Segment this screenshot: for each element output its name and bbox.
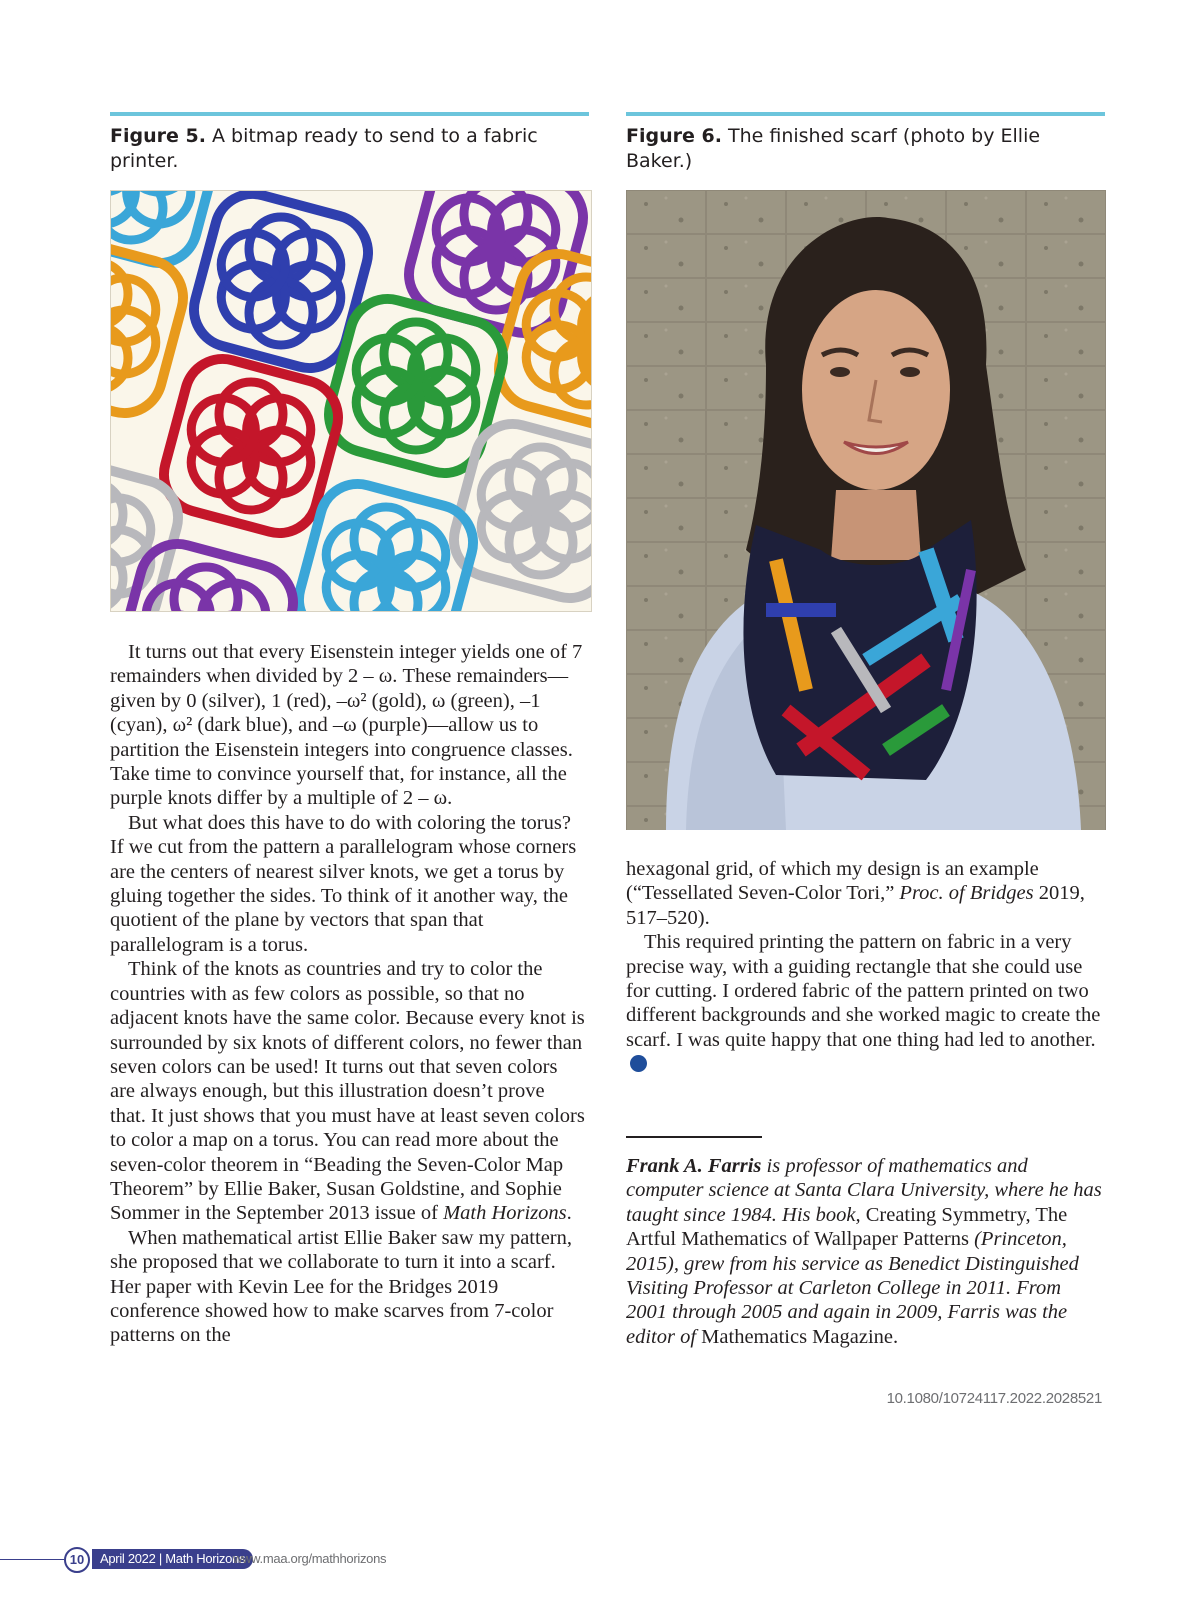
figure5-knot-pattern: [110, 190, 592, 612]
left-column-text: [110, 640, 585, 1348]
paragraph-hexagonal-grid-text: hexagonal grid, of which my design is an example (“Tessellated Seven-Color Tori,”: [626, 858, 1039, 905]
bio-book-title: Creating Symmetry, The Artful Mathematics of Wallpaper Patterns: [626, 1203, 1068, 1251]
end-of-article-mark: [630, 1055, 647, 1072]
figure6-caption-text: The finished scarf (photo by Ellie Baker.): [626, 125, 1041, 172]
issue-label: April 2022 | Math Horizons: [92, 1549, 253, 1569]
website-link[interactable]: www.maa.org/mathhorizons: [233, 1551, 387, 1566]
journal-proc-bridges: Proc. of Bridges: [899, 882, 1034, 905]
figure5-top-rule: [110, 112, 589, 116]
bio-magazine-title: Mathematics Magazine: [701, 1325, 893, 1348]
knot-purple: [400, 191, 591, 342]
footer-line: [0, 1559, 64, 1560]
knot-pattern-svg: [111, 191, 591, 611]
knot-gold-right: [490, 245, 591, 436]
author-bio: [626, 1154, 1102, 1349]
paragraph-seven-colors-text: Think of the knots as countries and try to color the countries with as few colors as possible, so that no adjacent knots have the same color. Because every knot is surrounded by six knots of different colors, no fewer than seven colors can be used! It turns out that seven colors are always enough, but this illustration doesn’t prove that. It just shows that you must have at least seven colors to color a map on a torus. You can read more about the seven-color theorem in “Beading the Seven-Color Map Theorem” by Ellie Baker, Susan Goldstine, and Sophie Sommer in the September 2013 issue of: [110, 958, 585, 1225]
figure5-caption: [110, 124, 580, 174]
bio-text-2: (Princeton, 2015), grew from his service as Benedict Distinguished Visiting Professor at Carleton College in 2011. From 2001 through 2005 and again in 2009, Farris was the editor of: [626, 1228, 1079, 1348]
figure5-label: Figure 5.: [110, 125, 206, 147]
paragraph-hexagonal-grid-end: 2019, 517–520).: [626, 882, 1085, 929]
figure6-scarf-photo: [626, 190, 1106, 830]
figure6-label: Figure 6.: [626, 125, 722, 147]
page-number: 10: [64, 1547, 90, 1573]
page-footer: [0, 1546, 420, 1574]
paragraph-seven-colors-end: .: [566, 1202, 572, 1225]
paragraph-hexagonal-grid: [626, 857, 1102, 930]
journal-math-horizons: Math Horizons: [443, 1202, 567, 1225]
doi: 10.1080/10724117.2022.2028521: [886, 1390, 1102, 1407]
knot-green: [320, 290, 511, 481]
bio-text-1: is professor of mathematics and computer science at Santa Clara University, where he has taught since 1984. His book,: [626, 1155, 1102, 1226]
figure6-top-rule: [626, 112, 1105, 116]
figure5-caption-text: A bitmap ready to send to a fabric printer.: [110, 125, 538, 172]
knot-purple-bottom: [111, 535, 302, 611]
paragraph-printing: [626, 930, 1102, 1076]
paragraph-ellie-baker: When mathematical artist Ellie Baker saw my pattern, she proposed that we collaborate to turn it into a scarf. Her paper with Kevin Lee for the Bridges 2019 conference showed how to make scarves from 7-color patterns on the: [110, 1226, 573, 1347]
author-name: Frank A. Farris: [626, 1155, 762, 1177]
scarf-photo-svg: [626, 190, 1106, 830]
paragraph-torus: But what does this have to do with coloring the torus? If we cut from the pattern a parallelogram whose corners are the centers of nearest silver knots, we get a torus by gluing together the sides. To think of it another way, the quotient of the plane by vectors that span that parallelogram is a torus.: [110, 811, 577, 956]
right-column-text: [626, 857, 1102, 1077]
figure6-caption: [626, 124, 1096, 174]
paragraph-eisenstein: It turns out that every Eisenstein integer yields one of 7 remainders when divided by 2 – ω. These remainders—given by 0 (silver), 1 (red), –ω² (gold), ω (green), –1 (cyan), ω² (dark blue), and –ω (purple)—allow us to partition the Eisenstein integers into congruence classes. Take time to convince yourself that, for instance, all the purple knots differ by a multiple of 2 – ω.: [110, 641, 583, 810]
bio-text-3: .: [893, 1325, 899, 1348]
bio-divider: [626, 1136, 762, 1138]
paragraph-seven-colors: [110, 957, 585, 1225]
paragraph-printing-text: This required printing the pattern on fabric in a very precise way, with a guiding rectangle that she could use for cutting. I ordered fabric of the pattern printed on two different backgrounds and she worked magic to create the scarf. I was quite happy that one thing had led to another.: [626, 931, 1101, 1051]
